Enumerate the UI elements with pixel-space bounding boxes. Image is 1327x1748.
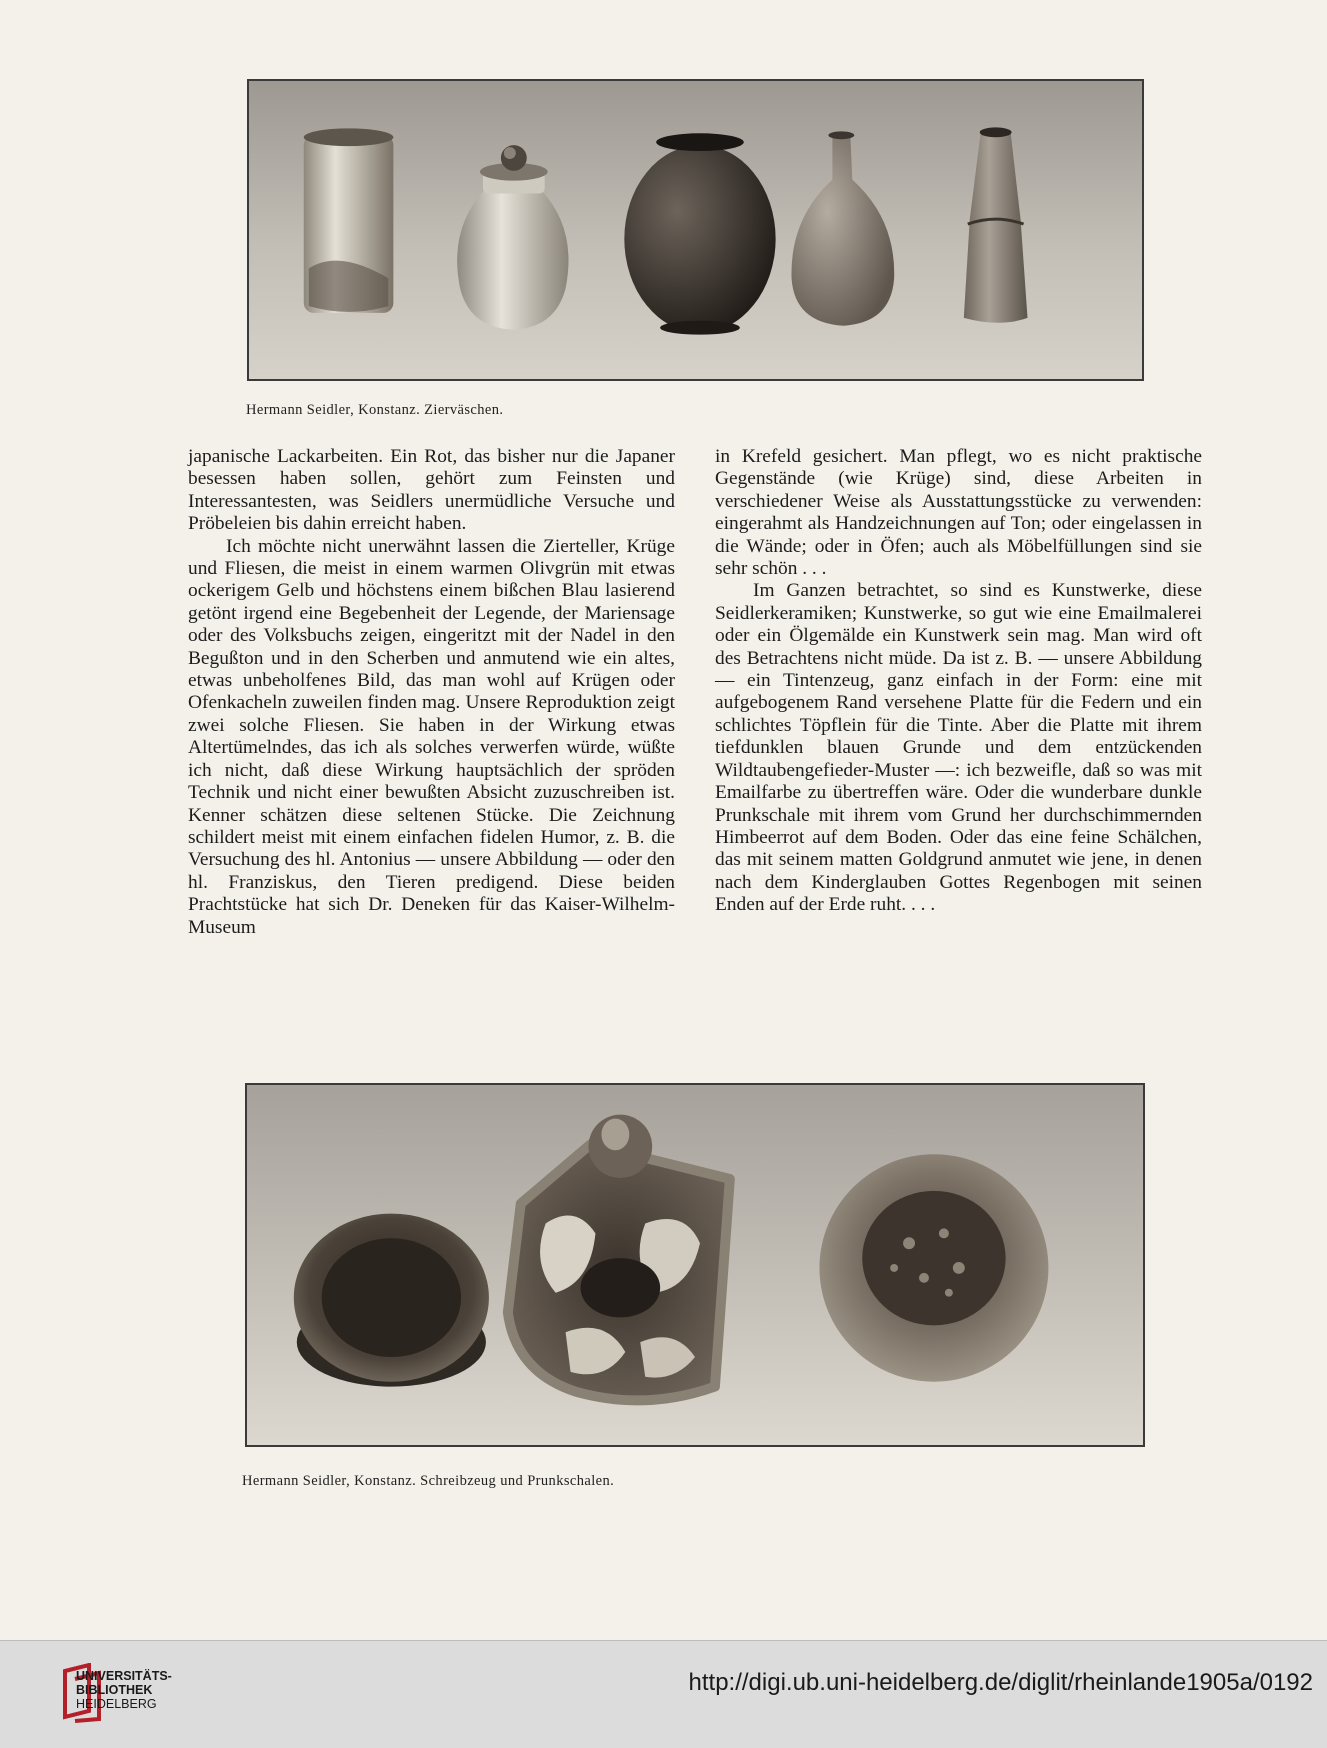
bowl-speckled [819,1154,1048,1381]
paragraph: Ich möchte nicht unerwähnt lassen die Zierteller, Krüge und Fliesen, die meist in einem warmen Olivgrün mit etwas ockerigem Gelb und höchstens einem bißchen Blau lasierend getönt irgend eine Begebenheit der Legende, der Mariensage oder des Volksbuchs zeigen, eingeritzt mit der Nadel in den Begußton und in den Scherben und anmutend wie ein altes, etwas unbeholfenes Bild, das man wohl auf Krügen oder Ofenkacheln zuweilen finden mag. Unsere Reproduktion zeigt zwei solche Fliesen. Sie haben in der Wirkung etwas Altertümelndes, das ich als solches verwerfen würde, wüßte ich nicht, daß diese Wirkung hauptsächlich der spröden Technik und nicht einer bewußten Absicht zuzuschreiben ist. Kenner schätzen diese seltenen Stücke. Die Zeichnung schildert meist mit einem einfachen fidelen Humor, z. B. die Versuchung des hl. Antonius — unsere Abbildung — oder den hl. Franziskus, den Tieren predigend. Diese beiden Prachtstücke hat sich Dr. Deneken für das Kaiser-Wilhelm-Museum [188,535,675,938]
photo-inkstand-bowls [245,1083,1145,1447]
paragraph: Im Ganzen betrachtet, so sind es Kunstwerke, diese Seidlerkeramiken; Kunstwerke, so gut wie eine Emailmalerei oder ein Ölgemälde ein Kunstwerk sein mag. Man wird oft des Betrachtens nicht müde. Da ist z. B. — unsere Abbildung — ein Tintenzeug, ganz einfach in der Form: eine mit aufgebogenem Rand versehene Platte für die Federn und ein schlichtes Töpflein für die Tinte. Aber die Platte mit ihrem tiefdunklen blauen Grunde und dem entzückenden Wildtaubengefieder-Muster —: ich bezweifle, daß so was mit Emailfarbe zu übertreffen wäre. Oder die wunderbare dunkle Prunkschale mit ihrem vom Grund her durchschimmernden Himbeerrot auf dem Boden. Oder das eine feine Schälchen, das mit seinem matten Goldgrund anmutet wie jene, in denen nach dem Kinderglauben Gottes Regenbogen mit seinen Enden auf der Erde ruht. . . . [715,580,1202,916]
bowl-dark [294,1214,489,1387]
logo-text-line: BIBLIOTHEK [76,1683,153,1697]
text-column-right [715,446,1202,917]
logo-text-line: HEIDELBERG [76,1697,157,1711]
logo-text-line: UNIVERSITÄTS- [76,1669,172,1683]
vase-cylinder [304,128,394,313]
paragraph: japanische Lackarbeiten. Ein Rot, das bisher nur die Japaner besessen haben sollen, gehört zum Feinsten und Interessantesten, was Seidlers unermüdliche Versuche und Pröbeleien bis dahin erreicht haben. [188,446,675,535]
permalink-url[interactable]: http://digi.ub.uni-heidelberg.de/diglit/rheinlande1905a/0192 [688,1669,1313,1696]
caption-bottom: Hermann Seidler, Konstanz. Schreibzeug und Prunkschalen. [242,1473,615,1489]
library-footer [0,1640,1327,1748]
photo-vases [247,79,1144,381]
text-column-left [188,446,675,939]
caption-top: Hermann Seidler, Konstanz. Zierväschen. [246,402,504,418]
paragraph: in Krefeld gesichert. Man pflegt, wo es nicht praktische Gegenstände (wie Krüge) sind, diese Arbeiten in verschiedener Weise als Ausstattungsstücke zu verwenden: eingerahmt als Handzeichnungen auf Ton; oder eingelassen in die Wände; oder in Öfen; auch als Möbelfüllungen sind sie sehr schön . . . [715,446,1202,580]
